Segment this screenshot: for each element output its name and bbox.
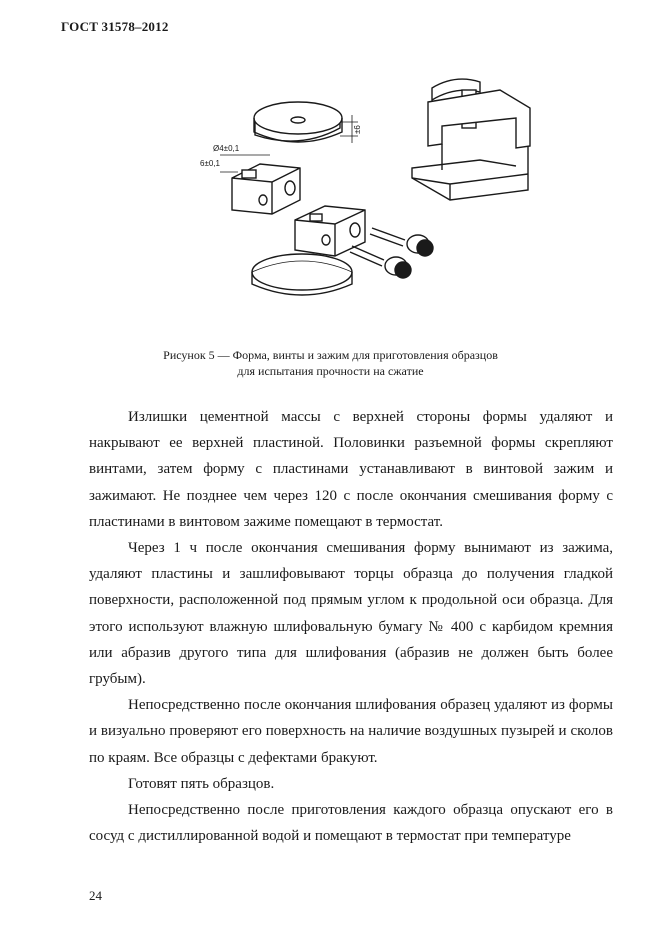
mold-half-upper-icon <box>220 155 300 214</box>
mold-half-lower-icon <box>295 206 365 256</box>
paragraph: Излишки цементной массы с верхней стороны формы удаляют и накрывают ее верхней пластиной. Половинки разъемной формы скрепляют винтами, затем форму с пластинами устанавливают в винтовой зажим и зажимают. Не позднее чем через 120 с после окончания смешивания форму с пластинами в винтовом зажиме помещают в термостат. <box>89 409 613 530</box>
dim-diameter-label: Ø4±0,1 <box>213 144 240 153</box>
paragraph: Непосредственно после приготовления каждого образца опускают его в сосуд с дистиллированной водой и помещают в термостат при температуре <box>89 802 613 845</box>
screw-upper-icon <box>370 228 433 256</box>
top-plate-icon <box>254 102 358 143</box>
caption-line-1: Рисунок 5 — Форма, винты и зажим для приготовления образцов <box>163 348 498 362</box>
bottom-plate-icon <box>252 254 352 295</box>
paragraph: Непосредственно после окончания шлифования образец удаляют из формы и визуально проверяют его поверхность на наличие воздушных пузырей и сколов по краям. Все образцы с дефектами бракуют. <box>89 697 613 766</box>
caption-line-2: для испытания прочности на сжатие <box>237 364 424 378</box>
mold-screws-clamp-illustration <box>180 60 580 340</box>
body-text <box>89 404 613 849</box>
figure-caption <box>60 347 601 379</box>
paragraph: Через 1 ч после окончания смешивания форму вынимают из зажима, удаляют пластины и зашлифовывают торцы образца до получения гладкой поверхности, расположенной под прямым углом к продольной оси образца. Для этого используют влажную шлифовальную бумагу № 400 с карбидом кремния или абразив другого типа для шлифования (абразив не должен быть более грубым). <box>89 540 613 688</box>
dim-width-label: 6±0,1 <box>200 159 220 168</box>
dim-thickness-label: ±6 <box>353 125 362 134</box>
figure-5-drawing <box>180 60 580 340</box>
screw-clamp-icon <box>412 79 530 200</box>
paragraph: Готовят пять образцов. <box>128 775 275 792</box>
document-header: ГОСТ 31578–2012 <box>61 19 169 34</box>
screw-lower-icon <box>350 246 411 278</box>
page-number: 24 <box>89 888 102 903</box>
